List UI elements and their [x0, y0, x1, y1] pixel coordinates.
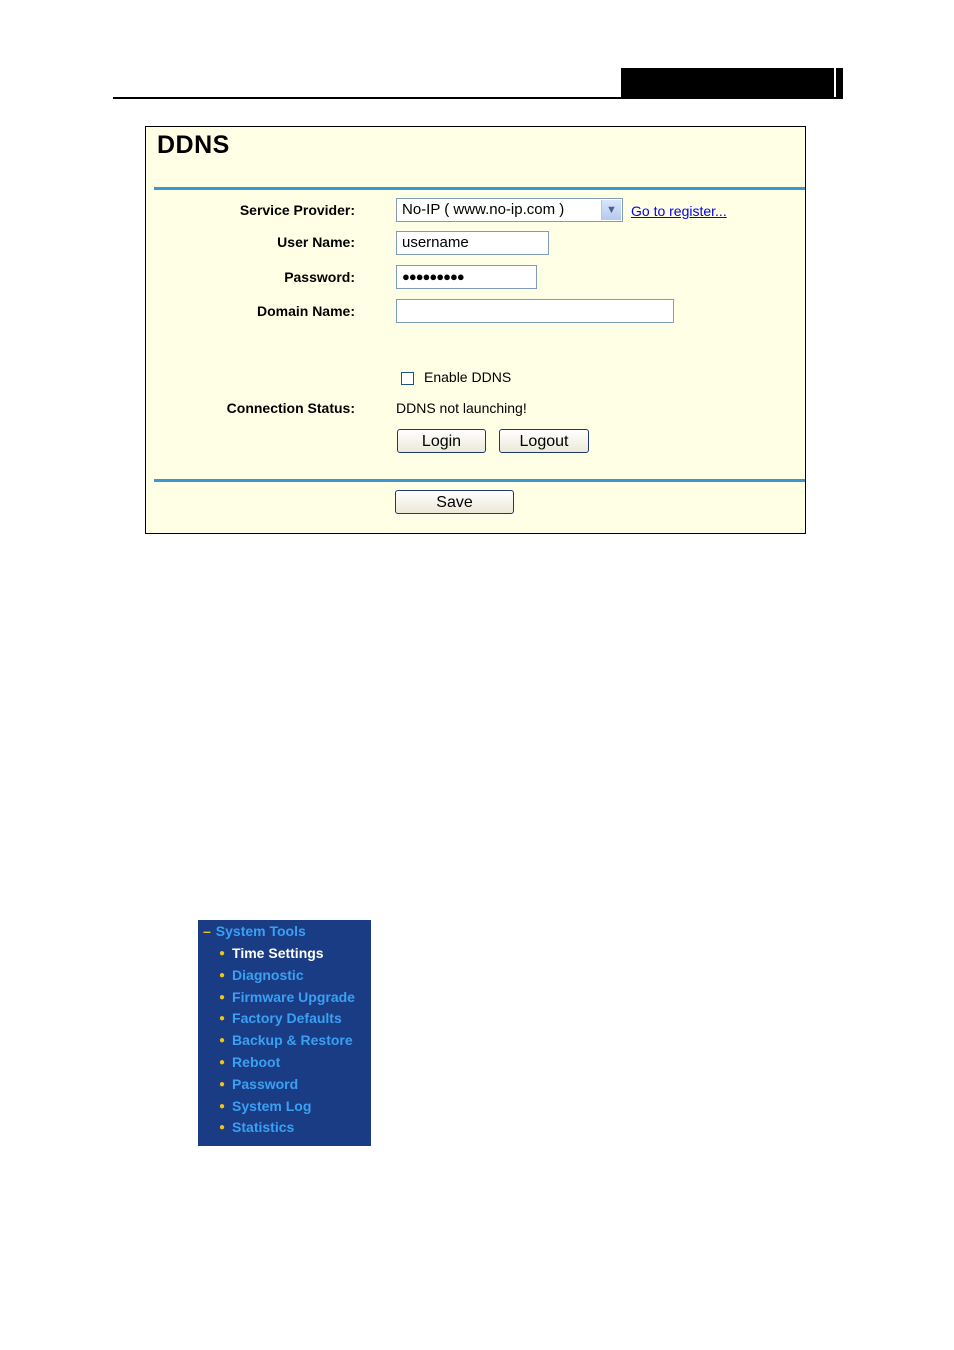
- bullet-icon: ●: [219, 992, 226, 1003]
- logout-button[interactable]: Logout: [499, 429, 589, 453]
- bullet-icon: ●: [219, 1101, 226, 1112]
- service-provider-select[interactable]: [396, 198, 623, 222]
- menu-item-reboot[interactable]: [219, 1054, 280, 1070]
- header-bar: [836, 68, 843, 99]
- menu-item-system-log[interactable]: [219, 1098, 311, 1114]
- menu-header[interactable]: [203, 923, 306, 939]
- enable-ddns-checkbox[interactable]: [401, 372, 414, 385]
- header-rule: [113, 97, 843, 99]
- bottom-divider: [154, 479, 805, 482]
- menu-item-firmware-upgrade[interactable]: [219, 989, 355, 1005]
- bullet-icon: ●: [219, 1079, 226, 1090]
- service-provider-value: No-IP ( www.no-ip.com ): [402, 201, 565, 218]
- ddns-panel: [145, 126, 806, 534]
- user-name-label: User Name:: [277, 234, 355, 250]
- bullet-icon: ●: [219, 1035, 226, 1046]
- bullet-icon: ●: [219, 1013, 226, 1024]
- menu-item-label: Statistics: [232, 1119, 295, 1135]
- menu-item-factory-defaults[interactable]: [219, 1010, 342, 1026]
- login-button[interactable]: Login: [397, 429, 486, 453]
- menu-item-label: Diagnostic: [232, 967, 304, 983]
- menu-item-time-settings[interactable]: [219, 945, 324, 961]
- enable-ddns-label: Enable DDNS: [424, 369, 512, 385]
- bullet-icon: ●: [219, 970, 226, 981]
- menu-item-label: Firmware Upgrade: [232, 989, 355, 1005]
- save-button[interactable]: Save: [395, 490, 514, 514]
- bullet-icon: ●: [219, 1122, 226, 1133]
- menu-item-label: Password: [232, 1076, 299, 1092]
- connection-status-label: Connection Status:: [226, 400, 355, 416]
- menu-item-diagnostic[interactable]: [219, 967, 304, 983]
- bullet-icon: ●: [219, 1057, 226, 1068]
- password-input[interactable]: ●●●●●●●●●: [396, 265, 537, 289]
- menu-item-backup-restore[interactable]: [219, 1032, 353, 1048]
- top-divider: [154, 187, 805, 190]
- bullet-icon: ●: [219, 948, 226, 959]
- register-link[interactable]: Go to register...: [631, 203, 727, 219]
- menu-item-password[interactable]: [219, 1076, 298, 1092]
- user-name-input[interactable]: username: [396, 231, 549, 255]
- connection-status-value: DDNS not launching!: [396, 400, 527, 416]
- menu-item-label: Backup & Restore: [232, 1032, 353, 1048]
- domain-name-label: Domain Name:: [256, 303, 355, 319]
- header-block: [621, 68, 834, 99]
- password-label: Password:: [284, 269, 355, 285]
- menu-header-label: System Tools: [215, 923, 306, 939]
- chevron-down-icon[interactable]: ▼: [601, 200, 621, 220]
- service-provider-label: Service Provider:: [239, 202, 355, 218]
- menu-item-label: Reboot: [232, 1054, 281, 1070]
- menu-item-label: Factory Defaults: [232, 1010, 342, 1026]
- system-tools-menu: [198, 920, 371, 1146]
- menu-item-statistics[interactable]: [219, 1119, 294, 1135]
- menu-item-label: System Log: [232, 1098, 312, 1114]
- domain-name-input[interactable]: [396, 299, 674, 323]
- page-title: DDNS: [157, 131, 230, 159]
- menu-item-label: Time Settings: [232, 945, 324, 961]
- minus-icon: –: [203, 923, 211, 939]
